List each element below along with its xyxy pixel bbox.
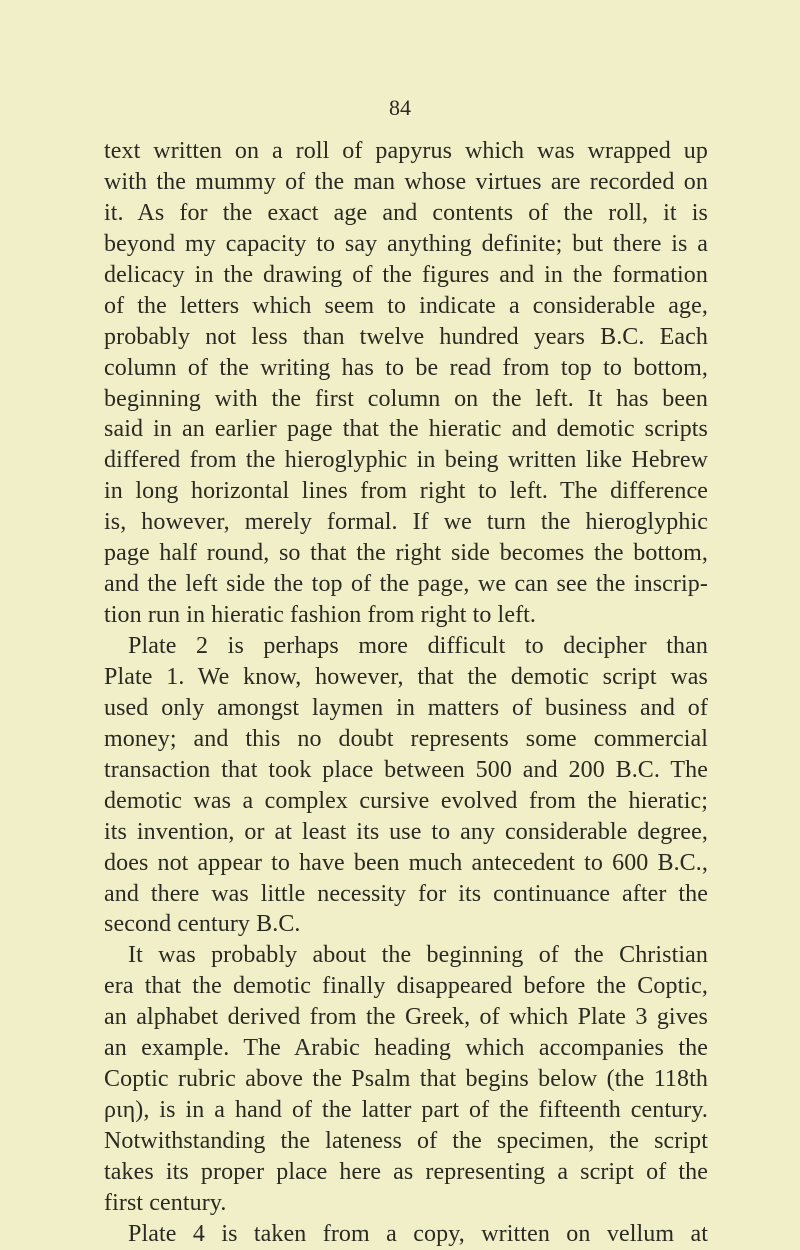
- text-line: in long horizontal lines from right to left. The difference: [104, 478, 708, 505]
- text-line: delicacy in the drawing of the figures and in the formation: [104, 261, 708, 288]
- text-line: and the left side the top of the page, we can see the inscrip-: [104, 571, 708, 598]
- text-line: second century B.C.: [104, 911, 301, 938]
- text-line: transaction that took place between 500 and 200 B.C. The: [104, 756, 708, 783]
- text-line: ριη), is in a hand of the latter part of the fifteenth century.: [104, 1097, 708, 1124]
- page-number: 84: [389, 95, 411, 120]
- text-line: said in an earlier page that the hieratic and demotic scripts: [104, 416, 708, 443]
- text-line: Plate 2 is perhaps more difficult to decipher than: [128, 633, 708, 659]
- text-line: it. As for the exact age and contents of the roll, it is: [104, 199, 708, 226]
- text-line: of the letters which seem to indicate a considerable age,: [104, 292, 708, 319]
- text-line: its invention, or at least its use to any considerable degree,: [104, 818, 708, 845]
- text-line: page half round, so that the right side becomes the bottom,: [104, 540, 708, 567]
- text-line: differed from the hieroglyphic in being written like Hebrew: [104, 447, 708, 474]
- text-line: is, however, merely formal. If we turn the hieroglyphic: [104, 509, 708, 536]
- text-line: It was probably about the beginning of the Christian: [128, 942, 708, 969]
- body-text: [104, 136, 708, 1250]
- text-line: Coptic rubric above the Psalm that begins below (the 118th: [104, 1066, 708, 1093]
- text-line: probably not less than twelve hundred years B.C. Each: [104, 323, 708, 350]
- text-line: an alphabet derived from the Greek, of which Plate 3 gives: [104, 1004, 708, 1031]
- text-line: beginning with the first column on the left. It has been: [104, 385, 708, 412]
- text-line: and there was little necessity for its continuance after the: [104, 880, 708, 907]
- text-line: does not appear to have been much antecedent to 600 B.C.,: [104, 849, 708, 876]
- text-line: column of the writing has to be read from top to bottom,: [104, 354, 708, 381]
- text-line: era that the demotic finally disappeared before the Coptic,: [104, 973, 708, 1000]
- text-line: first century.: [104, 1189, 227, 1216]
- text-line: text written on a roll of papyrus which was wrapped up: [104, 138, 708, 164]
- text-line: used only amongst laymen in matters of business and of: [104, 694, 708, 721]
- text-line: Notwithstanding the lateness of the specimen, the script: [104, 1128, 708, 1154]
- text-line: takes its proper place here as representing a script of the: [104, 1158, 708, 1185]
- text-line: with the mummy of the man whose virtues are recorded on: [104, 168, 708, 195]
- text-line: Plate 1. We know, however, that the demotic script was: [104, 663, 708, 690]
- text-line: an example. The Arabic heading which accompanies the: [104, 1035, 708, 1062]
- text-line: beyond my capacity to say anything definite; but there is a: [104, 230, 708, 257]
- text-line: Plate 4 is taken from a copy, written on vellum at: [128, 1220, 708, 1247]
- text-line: tion run in hieratic fashion from right to left.: [104, 602, 537, 629]
- text-line: money; and this no doubt represents some commercial: [104, 725, 708, 752]
- text-line: demotic was a complex cursive evolved from the hieratic;: [104, 787, 708, 814]
